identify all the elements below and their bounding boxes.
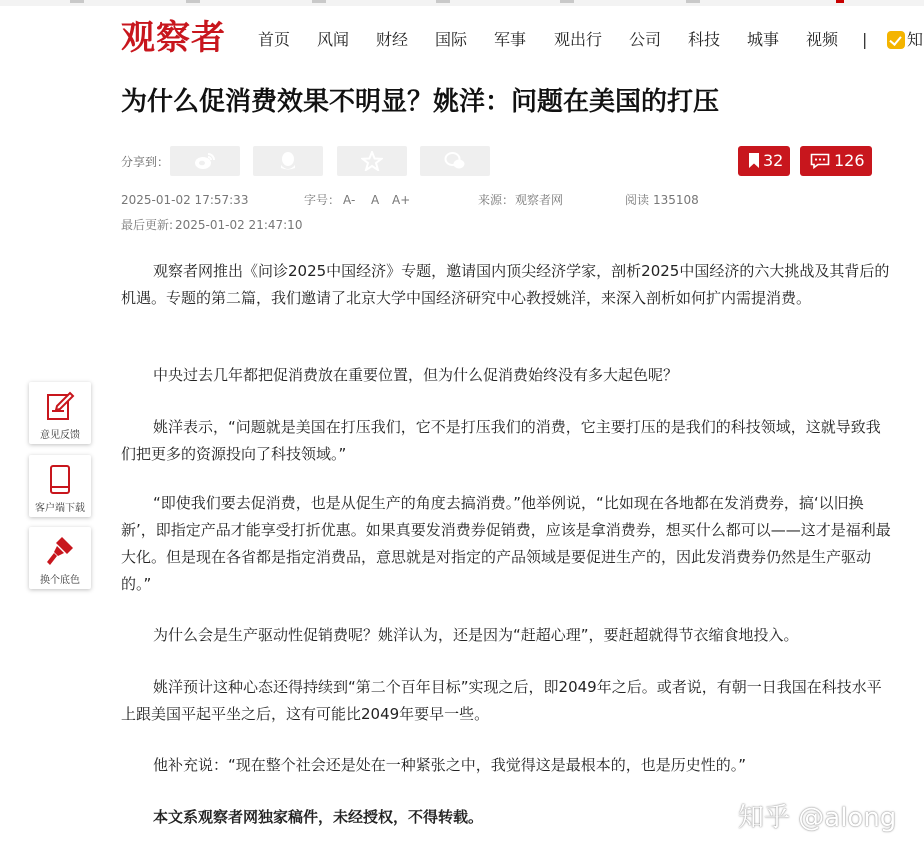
share-wechat-button[interactable] <box>420 146 490 176</box>
paragraph: 为什么会是生产驱动性促销费呢？姚洋认为，还是因为“赶超心理”，要赶超就得节衣缩食地投入。 <box>153 626 799 644</box>
paragraph: 姚洋预计这种心态还得持续到“第二个百年目标”实现之后，即2049年之后。或者说，有朝一日我国在科技水平上跟美国平起平坐之后，这有可能比2049年要早一些。 <box>121 678 882 723</box>
nav-item-home[interactable]: 首页 <box>258 30 291 49</box>
qzone-icon <box>361 151 383 171</box>
source-name: 观察者网 <box>515 193 564 207</box>
tab-marker <box>686 0 700 3</box>
change-background-button[interactable] <box>29 527 91 589</box>
paragraph: 中央过去几年都把促消费放在重要位置，但为什么促消费始终没有多大起色呢？ <box>153 366 679 384</box>
app-download-button[interactable] <box>29 455 91 517</box>
nav-item-travel[interactable]: 观出行 <box>554 30 603 49</box>
tab-marker <box>560 0 574 3</box>
comments-button[interactable] <box>800 146 872 176</box>
weibo-icon <box>194 151 216 171</box>
share-qq-button[interactable] <box>253 146 323 176</box>
paragraph: 姚洋表示，“问题就是美国在打压我们，它不是打压我们的消费，它主要打压的是我们的科技领域，这就导致我们把更多的资源投向了科技领域。” <box>121 418 881 463</box>
tab-marker-active <box>836 0 844 3</box>
share-weibo-button[interactable] <box>170 146 240 176</box>
updated-label: 最后更新: <box>121 218 174 232</box>
nav-separator: | <box>862 30 868 49</box>
nav-item-city[interactable]: 城事 <box>747 30 780 49</box>
tab-marker <box>70 0 84 3</box>
nav-item-finance[interactable]: 财经 <box>376 30 409 49</box>
site-logo[interactable]: 观察者 <box>121 18 226 58</box>
browser-tab-strip <box>0 0 924 6</box>
favorites-count: 32 <box>763 151 784 170</box>
font-increase-button[interactable]: A+ <box>392 193 411 207</box>
updated-time: 2025-01-02 21:47:10 <box>175 218 303 232</box>
feedback-button[interactable] <box>29 382 91 444</box>
publish-time: 2025-01-02 17:57:33 <box>121 193 249 207</box>
read-label: 阅读 <box>625 193 650 207</box>
font-decrease-button[interactable]: A- <box>343 193 356 207</box>
article-title: 为什么促消费效果不明显？姚洋：问题在美国的打压 <box>121 87 720 117</box>
tab-marker <box>312 0 326 3</box>
feedback-label: 意见反馈 <box>40 430 80 441</box>
share-qzone-button[interactable] <box>337 146 407 176</box>
paint-brush-icon <box>45 535 75 567</box>
bookmark-icon <box>748 153 760 168</box>
nav-item-tech[interactable]: 科技 <box>688 30 721 49</box>
vip-link[interactable] <box>887 30 924 50</box>
comments-count: 126 <box>834 151 865 170</box>
tab-marker <box>186 0 200 3</box>
mobile-phone-icon <box>45 463 75 495</box>
font-size-label: 字号： <box>304 193 341 207</box>
source-label: 来源： <box>478 193 515 207</box>
edit-icon <box>45 390 75 422</box>
nav-item-company[interactable]: 公司 <box>629 30 662 49</box>
vip-heart-icon <box>887 31 905 49</box>
font-normal-button[interactable]: A <box>371 193 380 207</box>
share-label: 分享到： <box>121 155 170 169</box>
paragraph: 观察者网推出《问诊2025中国经济》专题，邀请国内顶尖经济学家，剖析2025中国经济的六大挑战及其背后的机遇。专题的第二篇，我们邀请了北京大学中国经济研究中心教授姚洋，来深入剖析如何扩内需提消费。 <box>121 262 890 307</box>
watermark: 知乎 @along <box>738 803 897 833</box>
nav-item-fengwen[interactable]: 风闻 <box>317 30 350 49</box>
favorites-button[interactable] <box>738 146 790 176</box>
copyright-notice: 本文系观察者网独家稿件，未经授权，不得转载。 <box>153 808 484 826</box>
paragraph: 他补充说：“现在整个社会还是处在一种紧张之中，我觉得这是最根本的，也是历史性的。” <box>153 756 747 774</box>
download-label: 客户端下载 <box>35 503 85 514</box>
comment-icon <box>810 153 830 169</box>
paragraph: “即使我们要去促消费，也是从促生产的角度去搞消费。”他举例说，“比如现在各地都在发消费券，搞‘以旧换新’，即指定产品才能享受打折优惠。如果真要发消费券促销费，应该是拿消费券，想买什么都可以——这才是福利最大化。但是现在各省都是指定消费品，意思就是对指定的产品领域是要促进生产的，因此发消费券仍然是生产驱动的。” <box>121 494 891 593</box>
read-count: 135108 <box>653 193 699 207</box>
nav-item-international[interactable]: 国际 <box>435 30 468 49</box>
nav-item-military[interactable]: 军事 <box>494 30 527 49</box>
theme-label: 换个底色 <box>40 575 80 586</box>
wechat-icon <box>444 151 466 171</box>
nav-item-video[interactable]: 视频 <box>806 30 839 49</box>
vip-label: 知 <box>907 30 924 49</box>
tab-marker <box>436 0 450 3</box>
qq-icon <box>277 151 299 171</box>
